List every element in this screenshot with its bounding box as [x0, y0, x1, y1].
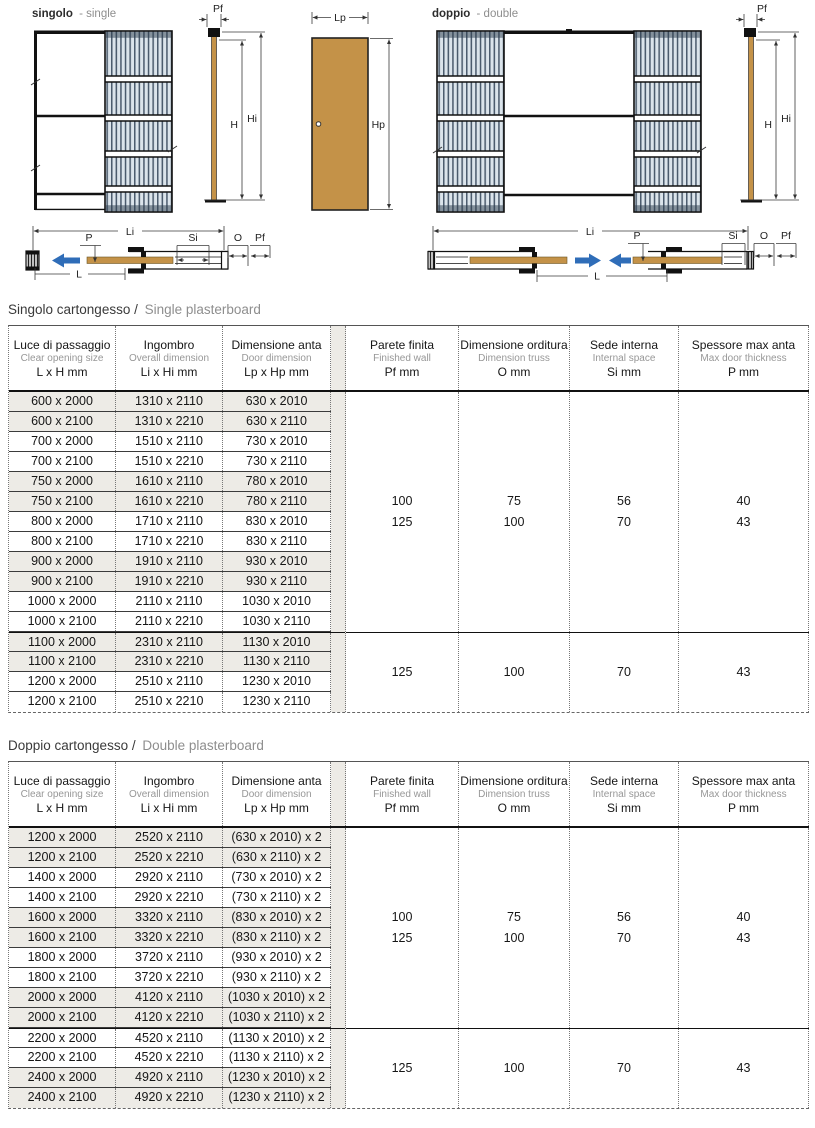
header-cell: Dimensione orditura Dimension truss O mm — [459, 326, 570, 390]
doppio-dim-label-pf: Pf — [757, 3, 767, 15]
table-cell: 1030 x 2110 — [223, 612, 331, 631]
table-cell: 4120 x 2110 — [116, 988, 223, 1007]
table-row — [9, 432, 331, 452]
spec-cell-pf: 125 — [346, 1029, 459, 1108]
singolo-side-elevation — [199, 3, 265, 203]
table-cell: 2310 x 2110 — [116, 633, 223, 651]
table-row — [9, 908, 331, 928]
table-cell: 1800 x 2000 — [9, 948, 116, 967]
table-cell: 1710 x 2210 — [116, 532, 223, 551]
spec-cell-si: 56 70 — [570, 828, 679, 1028]
header-cell: Parete finita Finished wall Pf mm — [346, 326, 459, 390]
table-cell: 3320 x 2110 — [116, 908, 223, 927]
table-cell: 2000 x 2100 — [9, 1008, 116, 1027]
table-rows — [9, 392, 331, 712]
table-row — [9, 692, 331, 712]
spec-group — [346, 1028, 809, 1108]
table-cell: 1910 x 2110 — [116, 552, 223, 571]
doppio-dim-label-h: H — [764, 119, 772, 131]
table-cell: 800 x 2100 — [9, 532, 116, 551]
table-title — [8, 738, 809, 753]
table-cell: 1600 x 2100 — [9, 928, 116, 947]
table-cell: 1610 x 2210 — [116, 492, 223, 511]
table-row — [9, 1028, 331, 1048]
table-row — [9, 592, 331, 612]
slide-direction-arrow-left-icon — [609, 254, 631, 268]
singolo-front-view — [31, 31, 177, 212]
table-cell: 1230 x 2010 — [223, 672, 331, 691]
table-row — [9, 572, 331, 592]
table-title — [8, 302, 809, 317]
doppio-dim-label-l: L — [594, 270, 600, 283]
table-cell: 3720 x 2210 — [116, 968, 223, 987]
table-row — [9, 492, 331, 512]
table-cell: 4920 x 2210 — [116, 1088, 223, 1108]
table-cell: 2510 x 2110 — [116, 672, 223, 691]
table-cell: 1130 x 2110 — [223, 652, 331, 671]
singolo-table-section — [8, 302, 809, 713]
table-cell: 630 x 2110 — [223, 412, 331, 431]
table-cell: (630 x 2010) x 2 — [223, 828, 331, 847]
table-cell: 2400 x 2100 — [9, 1088, 116, 1108]
table-row — [9, 652, 331, 672]
table-row — [9, 392, 331, 412]
table-cell: (1030 x 2110) x 2 — [223, 1008, 331, 1027]
table-cell: 2110 x 2210 — [116, 612, 223, 631]
doppio-front-view — [433, 29, 706, 212]
header-cell: Dimensione anta Door dimension Lp x Hp mm — [223, 326, 331, 390]
table-cell: 600 x 2100 — [9, 412, 116, 431]
table-row — [9, 1088, 331, 1108]
header-cell: Spessore max anta Max door thickness P mm — [679, 762, 809, 826]
table-header — [9, 762, 809, 828]
table-row — [9, 828, 331, 848]
table-cell: (930 x 2110) x 2 — [223, 968, 331, 987]
table-cell: 1910 x 2210 — [116, 572, 223, 591]
table-body — [9, 828, 809, 1108]
spec-cell-o: 100 — [459, 633, 570, 712]
table-row — [9, 632, 331, 652]
singolo-dim-label-si: Si — [188, 232, 198, 244]
table-cell: 2310 x 2210 — [116, 652, 223, 671]
table-cell: (1130 x 2110) x 2 — [223, 1048, 331, 1067]
table-cell: 750 x 2000 — [9, 472, 116, 491]
doppio-table-section — [8, 738, 809, 1109]
singolo-door-panel — [312, 12, 393, 210]
table-cell: 2200 x 2100 — [9, 1048, 116, 1067]
header-cell: Dimensione anta Door dimension Lp x Hp mm — [223, 762, 331, 826]
singolo-dim-label-p: P — [85, 232, 93, 244]
spec-cell-p: 40 43 — [679, 392, 809, 632]
table-cell: 900 x 2000 — [9, 552, 116, 571]
table-cell: 2510 x 2210 — [116, 692, 223, 712]
table-row — [9, 888, 331, 908]
table-row — [9, 1048, 331, 1068]
table-cell: 700 x 2000 — [9, 432, 116, 451]
slide-direction-arrow-icon — [52, 254, 80, 268]
table-cell: (830 x 2010) x 2 — [223, 908, 331, 927]
singolo-dim-label-pf-plan: Pf — [255, 232, 265, 244]
table-cell: 1030 x 2010 — [223, 592, 331, 611]
singolo-title-label: singolo — [32, 8, 73, 20]
table-cell: (930 x 2010) x 2 — [223, 948, 331, 967]
table-cell: 4120 x 2210 — [116, 1008, 223, 1027]
table-cell: (1230 x 2110) x 2 — [223, 1088, 331, 1108]
spec-cell-pf: 125 — [346, 633, 459, 712]
table-cell: 830 x 2010 — [223, 512, 331, 531]
table-cell: 630 x 2010 — [223, 392, 331, 411]
table-cell: (830 x 2110) x 2 — [223, 928, 331, 947]
table-cell: (1030 x 2010) x 2 — [223, 988, 331, 1007]
table-row — [9, 848, 331, 868]
doppio-plan-view — [428, 226, 796, 283]
separator-strip — [331, 762, 346, 826]
table-cell: 1200 x 2000 — [9, 828, 116, 847]
doppio-dim-label-hi: Hi — [781, 113, 791, 125]
doppio-side-elevation — [736, 3, 799, 203]
header-cell: Ingombro Overall dimension Li x Hi mm — [116, 326, 223, 390]
table-title-english: Double plasterboard — [142, 738, 264, 753]
table-row — [9, 412, 331, 432]
table-row — [9, 928, 331, 948]
table-cell: 780 x 2110 — [223, 492, 331, 511]
doppio-dim-label-p: P — [633, 230, 641, 242]
table-row — [9, 512, 331, 532]
singolo-dim-label-o: O — [233, 232, 243, 244]
table-cell: 2920 x 2110 — [116, 868, 223, 887]
separator-strip — [331, 326, 346, 390]
table-cell: 2200 x 2000 — [9, 1029, 116, 1047]
table-cell: 4520 x 2210 — [116, 1048, 223, 1067]
right-groups — [346, 392, 809, 712]
table-cell: 1200 x 2000 — [9, 672, 116, 691]
dimension-table — [8, 325, 809, 713]
table-cell: 1310 x 2210 — [116, 412, 223, 431]
technical-drawing — [0, 0, 815, 300]
header-cell: Sede interna Internal space Si mm — [570, 762, 679, 826]
table-cell: 1400 x 2000 — [9, 868, 116, 887]
slide-direction-arrow-right-icon — [575, 254, 601, 268]
table-row — [9, 672, 331, 692]
table-cell: 830 x 2110 — [223, 532, 331, 551]
table-cell: 750 x 2100 — [9, 492, 116, 511]
table-row — [9, 948, 331, 968]
table-cell: 1100 x 2000 — [9, 633, 116, 651]
table-cell: 1200 x 2100 — [9, 848, 116, 867]
doppio-title-label: doppio — [432, 8, 471, 20]
table-cell: 2920 x 2210 — [116, 888, 223, 907]
table-cell: 1510 x 2110 — [116, 432, 223, 451]
door-handle-icon — [316, 122, 321, 127]
table-cell: 1310 x 2110 — [116, 392, 223, 411]
header-cell: Luce di passaggio Clear opening size L x H mm — [9, 762, 116, 826]
singolo-diagram-title — [32, 8, 116, 20]
header-cell: Luce di passaggio Clear opening size L x H mm — [9, 326, 116, 390]
singolo-dim-label-li: Li — [125, 226, 135, 238]
singolo-dim-label-lp: Lp — [334, 12, 346, 24]
table-row — [9, 612, 331, 632]
table-cell: 3320 x 2210 — [116, 928, 223, 947]
table-cell: 1000 x 2100 — [9, 612, 116, 631]
header-cell: Dimensione orditura Dimension truss O mm — [459, 762, 570, 826]
table-header — [9, 326, 809, 392]
header-cell: Ingombro Overall dimension Li x Hi mm — [116, 762, 223, 826]
singolo-dim-label-pf: Pf — [213, 3, 223, 15]
table-cell: 1230 x 2110 — [223, 692, 331, 712]
doppio-subtitle-label: - double — [476, 8, 519, 20]
table-cell: 1800 x 2100 — [9, 968, 116, 987]
spec-cell-pf: 100 125 — [346, 828, 459, 1028]
table-cell: 730 x 2110 — [223, 452, 331, 471]
table-cell: 3720 x 2110 — [116, 948, 223, 967]
table-title-italian: Singolo cartongesso / — [8, 302, 138, 317]
table-cell: 4520 x 2110 — [116, 1029, 223, 1047]
spec-cell-p: 43 — [679, 1029, 809, 1108]
table-cell: 900 x 2100 — [9, 572, 116, 591]
right-groups — [346, 828, 809, 1108]
singolo-dim-label-l: L — [76, 268, 82, 281]
doppio-dim-label-si: Si — [728, 230, 738, 242]
table-row — [9, 968, 331, 988]
doppio-dim-label-o: O — [759, 230, 769, 242]
diagram-area — [0, 0, 815, 300]
table-cell: 1000 x 2000 — [9, 592, 116, 611]
table-cell: 700 x 2100 — [9, 452, 116, 471]
body-strip — [331, 828, 346, 1108]
table-cell: 600 x 2000 — [9, 392, 116, 411]
table-cell: 1600 x 2000 — [9, 908, 116, 927]
table-row — [9, 1068, 331, 1088]
spec-group — [346, 392, 809, 632]
table-row — [9, 472, 331, 492]
table-cell: (630 x 2110) x 2 — [223, 848, 331, 867]
spec-group — [346, 828, 809, 1028]
table-cell: (730 x 2010) x 2 — [223, 868, 331, 887]
spec-cell-pf: 100 125 — [346, 392, 459, 632]
table-cell: 930 x 2010 — [223, 552, 331, 571]
header-cell: Parete finita Finished wall Pf mm — [346, 762, 459, 826]
singolo-dim-label-h: H — [230, 119, 238, 131]
spec-cell-o: 75 100 — [459, 828, 570, 1028]
spec-group — [346, 632, 809, 712]
table-cell: 1610 x 2110 — [116, 472, 223, 491]
table-cell: 1710 x 2110 — [116, 512, 223, 531]
table-row — [9, 552, 331, 572]
table-cell: 2520 x 2210 — [116, 848, 223, 867]
table-cell: 2110 x 2110 — [116, 592, 223, 611]
table-cell: 1200 x 2100 — [9, 692, 116, 712]
table-cell: 780 x 2010 — [223, 472, 331, 491]
doppio-dim-label-pf-plan: Pf — [781, 230, 791, 242]
singolo-subtitle-label: - single — [79, 8, 117, 20]
table-cell: 2400 x 2000 — [9, 1068, 116, 1087]
doppio-diagram-title — [432, 8, 518, 20]
spec-cell-si: 70 — [570, 633, 679, 712]
table-row — [9, 532, 331, 552]
dimension-table — [8, 761, 809, 1109]
table-title-english: Single plasterboard — [144, 302, 261, 317]
table-cell: 1100 x 2100 — [9, 652, 116, 671]
table-row — [9, 988, 331, 1008]
spec-cell-si: 70 — [570, 1029, 679, 1108]
table-cell: 2000 x 2000 — [9, 988, 116, 1007]
table-row — [9, 1008, 331, 1028]
singolo-dim-label-hp: Hp — [371, 119, 385, 131]
table-cell: 730 x 2010 — [223, 432, 331, 451]
table-body — [9, 392, 809, 712]
table-title-italian: Doppio cartongesso / — [8, 738, 136, 753]
body-strip — [331, 392, 346, 712]
table-cell: (730 x 2110) x 2 — [223, 888, 331, 907]
table-row — [9, 868, 331, 888]
doppio-dim-label-li: Li — [585, 226, 595, 238]
singolo-dim-label-hi: Hi — [247, 113, 257, 125]
table-cell: 2520 x 2110 — [116, 828, 223, 847]
table-cell: 1400 x 2100 — [9, 888, 116, 907]
spec-cell-si: 56 70 — [570, 392, 679, 632]
table-rows — [9, 828, 331, 1108]
header-cell: Sede interna Internal space Si mm — [570, 326, 679, 390]
table-cell: 930 x 2110 — [223, 572, 331, 591]
header-cell: Spessore max anta Max door thickness P mm — [679, 326, 809, 390]
spec-cell-p: 43 — [679, 633, 809, 712]
table-row — [9, 452, 331, 472]
table-cell: (1230 x 2010) x 2 — [223, 1068, 331, 1087]
table-cell: 1510 x 2210 — [116, 452, 223, 471]
spec-cell-o: 100 — [459, 1029, 570, 1108]
singolo-plan-view — [26, 226, 270, 281]
spec-cell-o: 75 100 — [459, 392, 570, 632]
table-cell: 800 x 2000 — [9, 512, 116, 531]
table-cell: 4920 x 2110 — [116, 1068, 223, 1087]
table-cell: 1130 x 2010 — [223, 633, 331, 651]
spec-cell-p: 40 43 — [679, 828, 809, 1028]
table-cell: (1130 x 2010) x 2 — [223, 1029, 331, 1047]
